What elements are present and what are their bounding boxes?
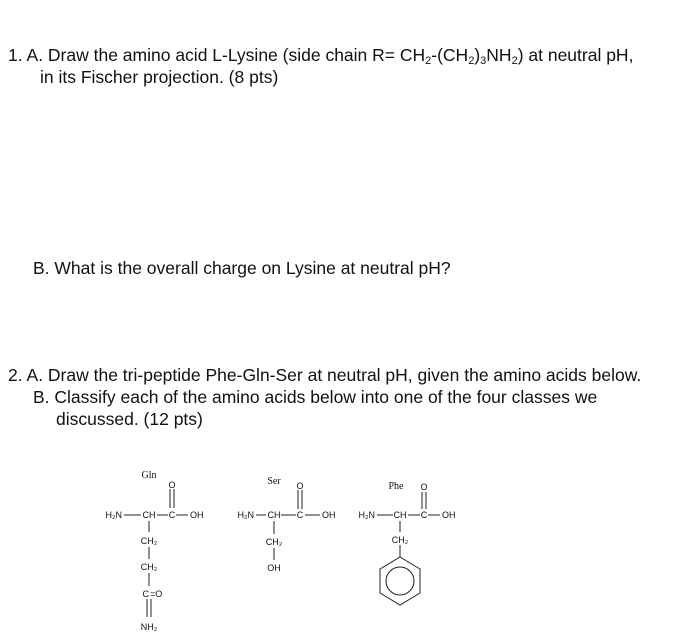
gln-side-ch2-1: CH₂ <box>140 536 158 546</box>
q2-a-text: A. Draw the tri-peptide Phe-Gln-Ser at neutral pH, given the amino acids below. <box>26 365 642 385</box>
ser-carbonyl-c: C <box>296 510 304 520</box>
q2-number: 2. <box>8 365 23 385</box>
phe-side-ch2: CH₂ <box>391 535 409 545</box>
ser-side-ch2: CH₂ <box>265 537 283 547</box>
gln-carbonyl-c: C <box>168 510 176 520</box>
phe-acid-oh: OH <box>442 510 456 520</box>
q2-b-line1: B. Classify each of the amino acids below into one of the four classes we <box>33 387 598 407</box>
gln-amide-n: NH₂ <box>140 622 158 632</box>
gln-name: Gln <box>141 470 157 481</box>
ser-carbonyl-o: O <box>296 481 304 491</box>
gln-side-ch2-2: CH₂ <box>140 562 158 572</box>
q1-a-text: A. Draw the amino acid L-Lysine (side chain $R= CH_2-(CH_2)_3NH_2$) at neutral pH, <box>26 45 634 67</box>
aromatic-circle-icon <box>386 567 414 595</box>
gln-amide-c: C <box>142 589 149 599</box>
ser-alpha-carbon: CH <box>267 510 281 520</box>
ser-name: Ser <box>267 476 281 487</box>
ser-acid-oh: OH <box>322 510 336 520</box>
q2-b-line2: discussed. (12 pts) <box>56 409 203 429</box>
q1-number: 1. <box>8 45 23 65</box>
q1-a-line2: in its Fischer projection. (8 pts) <box>40 67 279 87</box>
gln-amide-o: =O <box>150 589 163 599</box>
phe-amine: H₂N <box>358 510 375 520</box>
ser-amine: H₂N <box>237 510 254 520</box>
q1-b-text: B. What is the overall charge on Lysine at neutral pH? <box>33 258 451 278</box>
gln-amine: H₂N <box>105 510 122 520</box>
gln-acid-oh: OH <box>190 510 204 520</box>
phe-carbonyl-c: C <box>420 510 428 520</box>
gln-carbonyl-o: O <box>168 480 176 490</box>
gln-alpha-carbon: CH <box>142 510 156 520</box>
phe-carbonyl-o: O <box>420 482 428 492</box>
phe-alpha-carbon: CH <box>393 510 407 520</box>
ser-side-oh: OH <box>267 563 281 573</box>
phe-name: Phe <box>388 481 404 492</box>
